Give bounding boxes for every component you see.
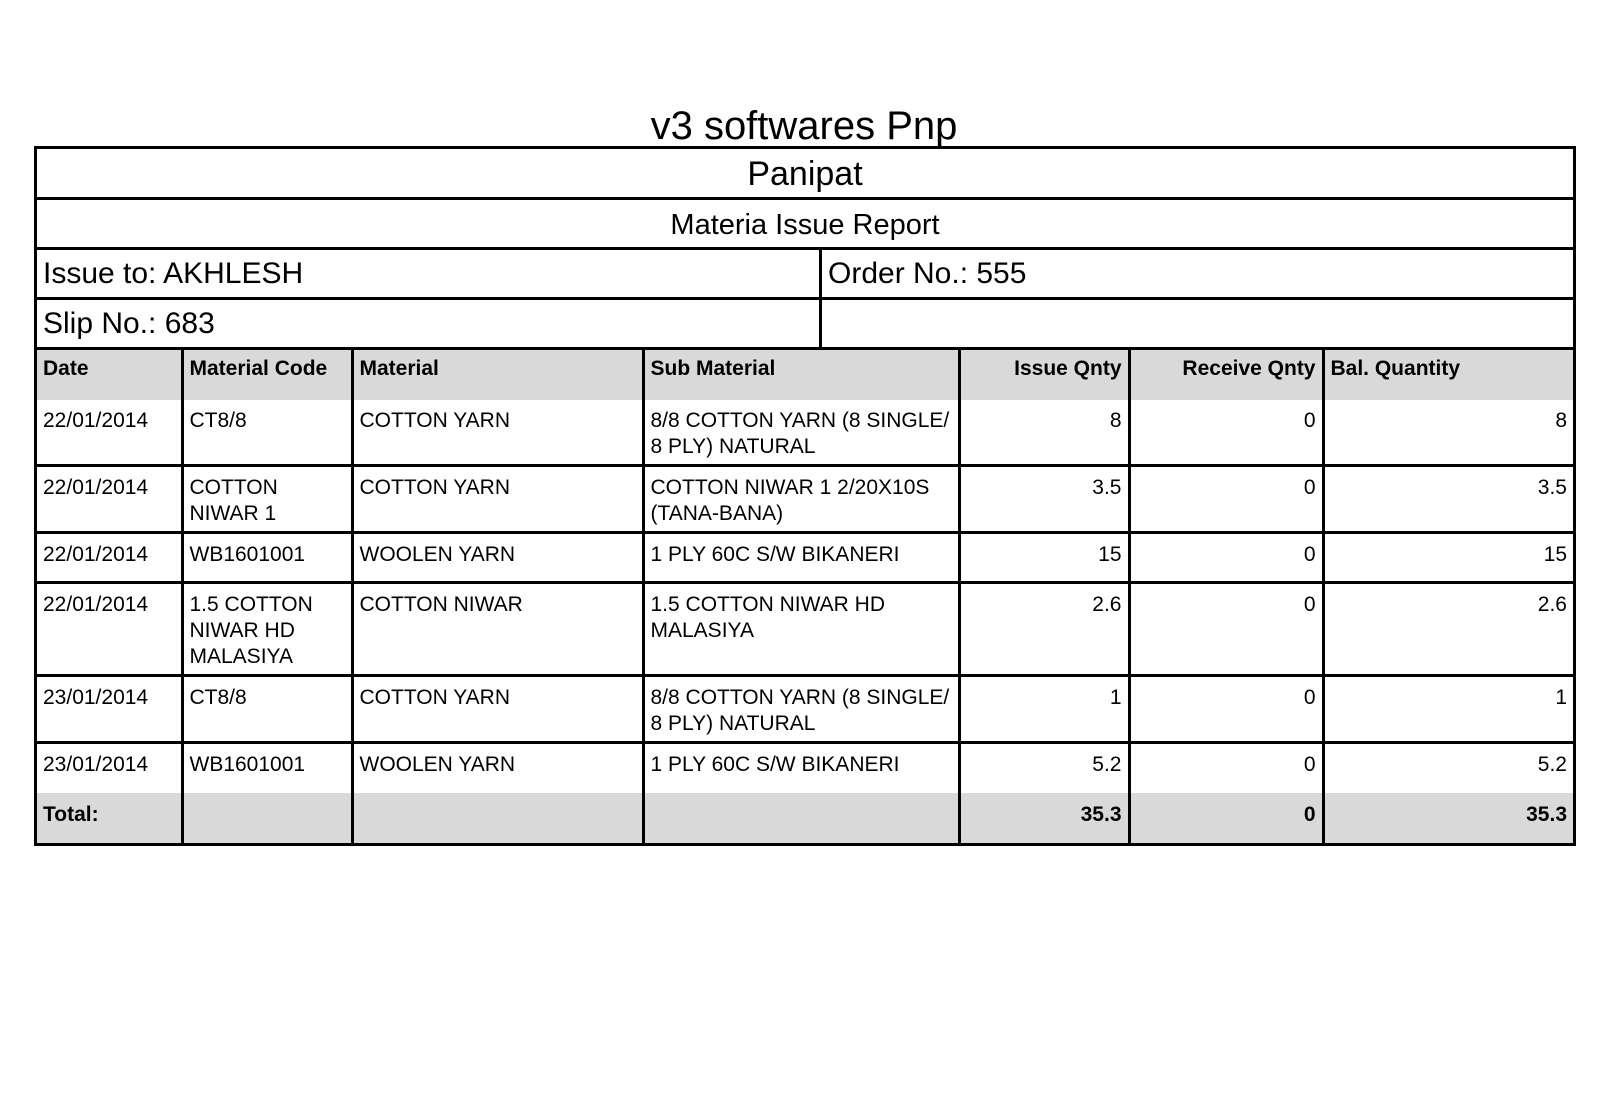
cell-material-code: COTTON NIWAR 1 xyxy=(182,466,352,533)
info-blank-cell xyxy=(822,300,1573,347)
company-title: v3 softwares Pnp xyxy=(650,104,958,148)
cell-material-code: CT8/8 xyxy=(182,676,352,743)
issue-to: Issue to: AKHLESH xyxy=(37,250,822,297)
total-row xyxy=(37,793,1573,843)
cell-date: 22/01/2014 xyxy=(37,400,182,466)
cell-sub-material: COTTON NIWAR 1 2/20X10S (TANA-BANA) xyxy=(643,466,959,533)
info-row-slip xyxy=(37,300,1573,350)
cell-material: WOOLEN YARN xyxy=(352,743,643,793)
total-label: Total: xyxy=(37,793,182,843)
cell-bal-quantity: 1 xyxy=(1323,676,1573,743)
column-header-receive-qnty: Receive Qnty xyxy=(1129,350,1323,400)
cell-material-code: 1.5 COTTON NIWAR HD MALASIYA xyxy=(182,583,352,676)
cell-bal-quantity: 15 xyxy=(1323,533,1573,583)
table-row xyxy=(37,466,1573,533)
table-row xyxy=(37,400,1573,466)
cell-receive-qnty: 0 xyxy=(1129,676,1323,743)
column-header-sub-material: Sub Material xyxy=(643,350,959,400)
cell-sub-material: 1.5 COTTON NIWAR HD MALASIYA xyxy=(643,583,959,676)
cell-receive-qnty: 0 xyxy=(1129,400,1323,466)
cell-sub-material: 1 PLY 60C S/W BIKANERI xyxy=(643,533,959,583)
cell-issue-qnty: 1 xyxy=(959,676,1129,743)
total-issue-qnty: 35.3 xyxy=(959,793,1129,843)
cell-material: WOOLEN YARN xyxy=(352,533,643,583)
column-header-material: Material xyxy=(352,350,643,400)
table-row xyxy=(37,583,1573,676)
cell-sub-material: 1 PLY 60C S/W BIKANERI xyxy=(643,743,959,793)
material-table xyxy=(37,350,1573,843)
slip-no: Slip No.: 683 xyxy=(37,300,822,347)
table-row xyxy=(37,533,1573,583)
table-row xyxy=(37,743,1573,793)
cell-receive-qnty: 0 xyxy=(1129,466,1323,533)
cell-material: COTTON YARN xyxy=(352,676,643,743)
cell-issue-qnty: 5.2 xyxy=(959,743,1129,793)
cell-receive-qnty: 0 xyxy=(1129,583,1323,676)
city-name: Panipat xyxy=(37,149,1573,200)
total-bal-quantity: 35.3 xyxy=(1323,793,1573,843)
table-header-row xyxy=(37,350,1573,400)
cell-sub-material: 8/8 COTTON YARN (8 SINGLE/ 8 PLY) NATURAL xyxy=(643,400,959,466)
total-empty-cell xyxy=(352,793,643,843)
cell-bal-quantity: 5.2 xyxy=(1323,743,1573,793)
column-header-date: Date xyxy=(37,350,182,400)
column-header-material-code: Material Code xyxy=(182,350,352,400)
cell-material-code: WB1601001 xyxy=(182,533,352,583)
cell-material: COTTON NIWAR xyxy=(352,583,643,676)
cell-bal-quantity: 3.5 xyxy=(1323,466,1573,533)
cell-sub-material: 8/8 COTTON YARN (8 SINGLE/ 8 PLY) NATURAL xyxy=(643,676,959,743)
column-header-bal-quantity: Bal. Quantity xyxy=(1323,350,1573,400)
cell-material-code: CT8/8 xyxy=(182,400,352,466)
cell-bal-quantity: 8 xyxy=(1323,400,1573,466)
cell-issue-qnty: 3.5 xyxy=(959,466,1129,533)
report-title: Materia Issue Report xyxy=(37,200,1573,250)
order-no: Order No.: 555 xyxy=(828,257,1027,290)
total-empty-cell xyxy=(643,793,959,843)
total-receive-qnty: 0 xyxy=(1129,793,1323,843)
cell-material: COTTON YARN xyxy=(352,400,643,466)
cell-date: 23/01/2014 xyxy=(37,676,182,743)
cell-issue-qnty: 8 xyxy=(959,400,1129,466)
cell-date: 22/01/2014 xyxy=(37,466,182,533)
cell-date: 22/01/2014 xyxy=(37,533,182,583)
cell-material: COTTON YARN xyxy=(352,466,643,533)
cell-date: 22/01/2014 xyxy=(37,583,182,676)
table-row xyxy=(37,676,1573,743)
info-row-issue xyxy=(37,250,1573,300)
cell-receive-qnty: 0 xyxy=(1129,533,1323,583)
cell-material-code: WB1601001 xyxy=(182,743,352,793)
column-header-issue-qnty: Issue Qnty xyxy=(959,350,1129,400)
total-empty-cell xyxy=(182,793,352,843)
cell-receive-qnty: 0 xyxy=(1129,743,1323,793)
cell-date: 23/01/2014 xyxy=(37,743,182,793)
cell-issue-qnty: 2.6 xyxy=(959,583,1129,676)
cell-bal-quantity: 2.6 xyxy=(1323,583,1573,676)
report-frame xyxy=(34,146,1576,846)
cell-issue-qnty: 15 xyxy=(959,533,1129,583)
